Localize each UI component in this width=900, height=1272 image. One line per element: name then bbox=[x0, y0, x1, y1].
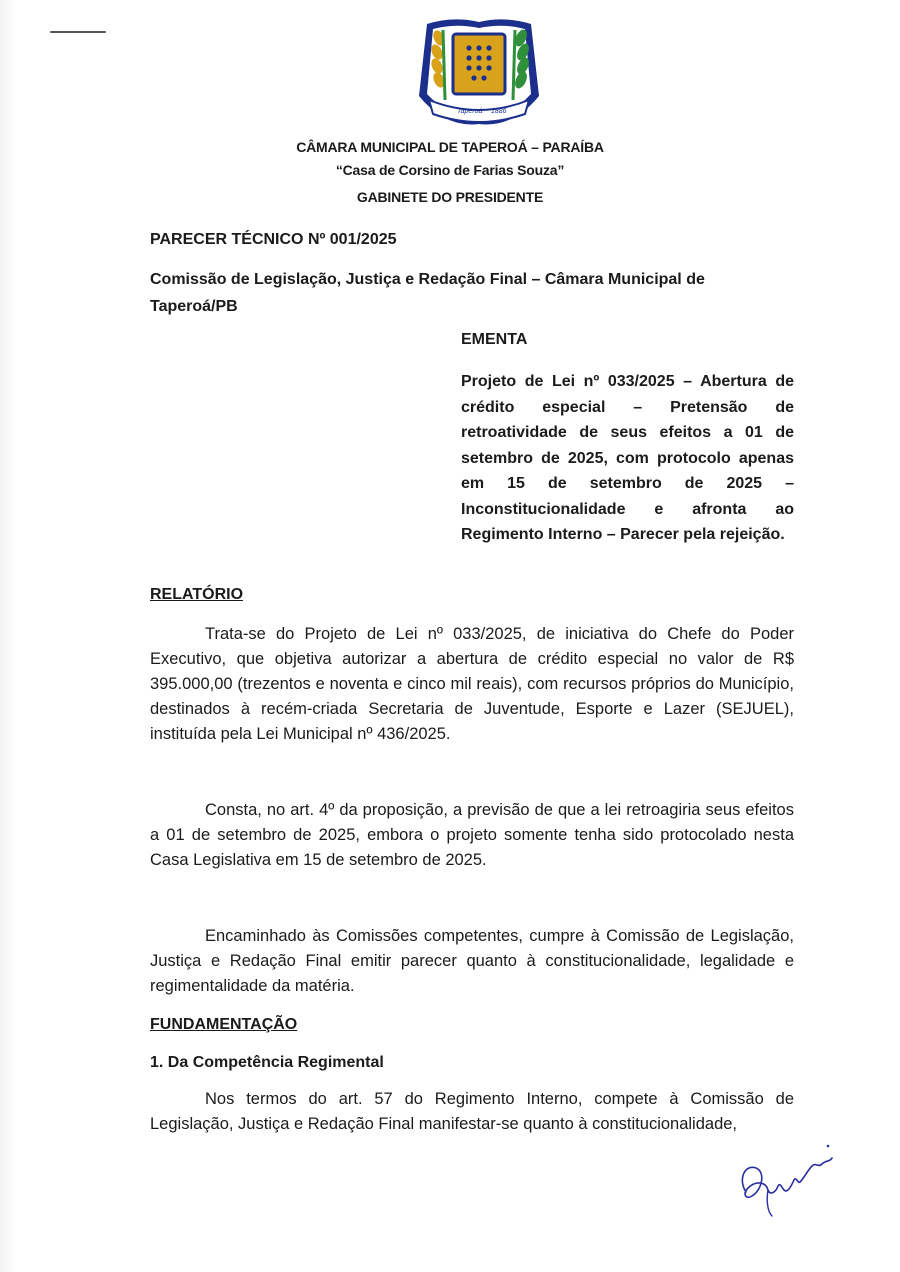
corner-pen-mark bbox=[50, 31, 106, 33]
header-chamber-name: CÂMARA MUNICIPAL DE TAPEROÁ – PARAÍBA bbox=[296, 139, 604, 155]
fundamentacao-paragraph-1: Nos termos do art. 57 do Regimento Interno, compete à Comissão de Legislação, Justiça e Redação Final manifestar-se quanto à constitucionalidade, bbox=[150, 1090, 794, 1133]
crest-year-label: 1886 bbox=[491, 108, 507, 115]
commission-name: Comissão de Legislação, Justiça e Redação Final – Câmara Municipal de Taperoá/PB bbox=[150, 271, 705, 315]
relatorio-paragraph-2: Consta, no art. 4º da proposição, a previsão de que a lei retroagiria seus efeitos a 01 de setembro de 2025, embora o projeto somente tenha sido protocolado nesta Casa Legislativa em 15 de setembro de 2025. bbox=[150, 801, 794, 869]
relatorio-paragraph-1: Trata-se do Projeto de Lei nº 033/2025, de iniciativa do Chefe do Poder Executivo, que objetiva autorizar a abertura de crédito especial no valor de R$ 395.000,00 (trezentos e noventa e cinco mil reais), com recursos próprios do Município, destinados à recém-criada Secretaria de Juventude, Esporte e Lazer (SEJUEL), instituída pela Lei Municipal nº 436/2025. bbox=[150, 625, 794, 743]
handwritten-signature bbox=[732, 1140, 844, 1220]
header-office: GABINETE DO PRESIDENTE bbox=[356, 189, 544, 205]
ementa-heading: EMENTA bbox=[461, 331, 528, 348]
municipal-crest-logo bbox=[413, 16, 545, 128]
subsection-competencia: 1. Da Competência Regimental bbox=[150, 1054, 384, 1071]
header-house-name: “Casa de Corsino de Farias Souza” bbox=[335, 162, 565, 178]
relatorio-paragraph-3: Encaminhado às Comissões competentes, cumpre à Comissão de Legislação, Justiça e Redação Final emitir parecer quanto à constitucionalidade, legalidade e regimentalidade da matéria. bbox=[150, 927, 794, 995]
fundamentacao-heading: FUNDAMENTAÇÃO bbox=[150, 1016, 298, 1033]
document-title: PARECER TÉCNICO Nº 001/2025 bbox=[150, 231, 397, 248]
relatorio-heading: RELATÓRIO bbox=[150, 586, 244, 603]
crest-place-label: Taperoá bbox=[457, 108, 483, 115]
ementa-text: Projeto de Lei nº 033/2025 – Abertura de crédito especial – Pretensão de retroatividade de seus efeitos a 01 de setembro de 2025, com protocolo apenas em 15 de setembro de 2025 – Inconstitucionalidade e afronta ao Regimento Interno – Parecer pela rejeição. bbox=[461, 373, 794, 543]
